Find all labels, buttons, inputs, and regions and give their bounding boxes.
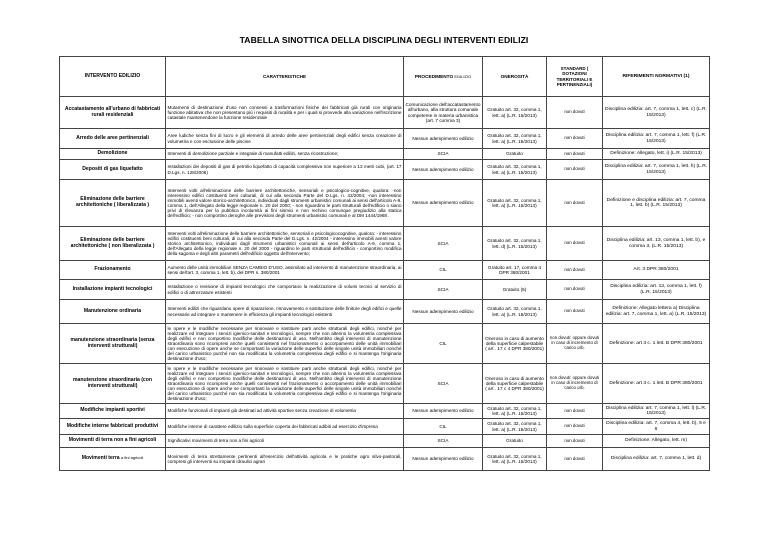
cell-riferimenti	[603, 149, 710, 160]
table-row	[60, 404, 710, 419]
table-row	[60, 149, 710, 160]
cell-riferimenti-text: Art. 3 DPR 380/2001	[633, 267, 679, 273]
cell-caratteristiche	[166, 324, 404, 364]
cell-onerosita-text: Gratuito art. 32, comma 1, lett. a) (L.R. 15/2013)	[487, 306, 542, 317]
cell-procedimento	[404, 324, 483, 364]
cell-onerosita	[483, 280, 547, 300]
cell-onerosita	[483, 404, 547, 419]
cell-standard-text: non dovuti	[564, 135, 585, 141]
cell-onerosita	[483, 227, 547, 261]
cell-intervento	[60, 419, 166, 435]
cell-standard	[547, 227, 603, 261]
cell-riferimenti-text: Disciplina edilizia: art. 13, comma 1, lett. f) (L.R. 15/2013)	[610, 284, 702, 295]
cell-procedimento	[404, 364, 483, 404]
table-row	[60, 97, 710, 129]
cell-riferimenti-text: Definizione: Allegato, lett. i) (L.R. 15/2013)	[610, 151, 702, 157]
cell-riferimenti-text: Disciplina edilizia: art. 7, comma 1, lett. f) (L.R. 15/2013)	[605, 133, 707, 144]
cell-riferimenti-text: Definizione: Allegato lettera a) Disciplina edilizia: art. 7, comma 1, lett. a) (L.R. 15/2013)	[605, 306, 707, 317]
cell-caratteristiche	[166, 97, 404, 129]
cell-procedimento	[404, 149, 483, 160]
header-onerosita: ONEROSITÀ	[483, 57, 547, 97]
cell-intervento	[60, 261, 166, 280]
cell-riferimenti-text: Disciplina edilizia: art. 7, comma 1, lett. c) (L.R. 15/2013)	[605, 107, 707, 118]
header-procedimento-suffix: EDILIZIO	[454, 73, 472, 79]
cell-procedimento	[404, 261, 483, 280]
cell-procedimento-text: Nessun adempimento edilizio	[412, 135, 474, 141]
cell-intervento-text: Eliminazione delle barriere architettoniche ( non liberalizzata )	[70, 236, 155, 249]
cell-caratteristiche-text: le opere e le modifiche necessarie per rinnovare e sostituire parti anche strutturali degli edifici, nonché per realizzare ed integrare i servizi igienico-sanitari e tecnologici, sempre che non alterino la volumetria complessiva degli edifici e non comportino modifiche delle destinazioni di uso. Nell'ambito degli interventi di manutenzione straordinaria sono ricompresi anche quelli consistenti nel frazionamento o accorpamento delle unità immobiliari con esecuzione di opere anche se comportanti la variazione delle superfici delle singole unità immobiliari nonché del carico urbanistico purché non sia modificata la volumetria complessiva degli edifici e si mantenga l'originaria destinazione d'uso;	[167, 325, 402, 362]
cell-procedimento-text: CIL	[439, 267, 447, 273]
cell-riferimenti	[603, 261, 710, 280]
cell-intervento-text: Demolizione	[97, 150, 128, 157]
cell-intervento-text: Modifiche impianti sportivi	[80, 407, 145, 414]
header-procedimento-label: PROCEDIMENTO	[414, 73, 454, 79]
cell-procedimento	[404, 97, 483, 129]
cell-intervento	[60, 129, 166, 149]
cell-caratteristiche-text: Installazione o revisione di impianti tecnologici che comportano la realizzazione di volumi tecnici al servizio di edifici o di attrezzature esistenti	[167, 284, 402, 295]
cell-intervento-text: manutenzione straordinaria (con interventi strutturali)	[73, 376, 152, 389]
header-procedimento	[404, 57, 483, 97]
table-row	[60, 448, 710, 471]
cell-caratteristiche	[166, 300, 404, 324]
cell-onerosita	[483, 149, 547, 160]
cell-procedimento-text: Nessun adempimento edilizio	[412, 308, 474, 314]
cell-procedimento-text: CIL	[439, 423, 447, 429]
table-row	[60, 435, 710, 448]
page-title: TABELLA SINOTTICA DELLA DISCIPLINA DEGLI INTERVENTI EDILIZI	[239, 35, 529, 45]
cell-intervento-text: manutenzione straordinaria (senza interventi strutturali)	[70, 336, 155, 349]
cell-standard-text: non dovuti	[564, 286, 585, 292]
cell-caratteristiche	[166, 404, 404, 419]
cell-onerosita	[483, 261, 547, 280]
cell-onerosita-text: Gratuito (5)	[502, 286, 527, 292]
header-row	[60, 57, 710, 97]
header-caratteristiche: CARATTERISTICHE	[166, 57, 404, 97]
cell-standard-text: non dovuti	[564, 308, 585, 314]
cell-riferimenti	[603, 364, 710, 404]
cell-onerosita-text: Gratuito	[506, 151, 523, 157]
cell-standard	[547, 149, 603, 160]
cell-riferimenti-text: Disciplina edilizia: art. 7, comma 1, lett. l) (L.R. 15/2013)	[605, 405, 707, 416]
cell-caratteristiche	[166, 160, 404, 180]
cell-standard-text: non dovuti	[564, 437, 585, 443]
cell-onerosita	[483, 160, 547, 180]
cell-intervento-text: Accatastamento all'urbano di fabbricati rurali residenziali	[64, 105, 161, 118]
cell-riferimenti	[603, 280, 710, 300]
cell-caratteristiche	[166, 227, 404, 261]
cell-standard	[547, 129, 603, 149]
cell-riferimenti	[603, 448, 710, 471]
cell-standard	[547, 404, 603, 419]
cell-intervento-suffix: a fini agricoli	[121, 455, 144, 461]
cell-procedimento	[404, 448, 483, 471]
cell-onerosita	[483, 129, 547, 149]
cell-onerosita	[483, 300, 547, 324]
cell-intervento-text: Installazione impianti tecnologici	[72, 285, 153, 292]
table-row	[60, 324, 710, 364]
cell-procedimento-text: Nessun adempimento edilizio	[412, 456, 474, 462]
cell-caratteristiche-text: Mutamenti di destinazione d'uso non connessi a trasformazioni fisiche dei fabbricati già rurali con originaria funzione abitativa che non presentano più i requisiti di ruralità e per i quali si provvede alla variazione nell'iscrizione catastale mantenendone la funzione residenziale	[167, 104, 402, 121]
cell-intervento	[60, 149, 166, 160]
cell-caratteristiche-text: Movimenti di terra strettamente pertinenti all'esercizio dell'attività agricola e le pratiche agro silvo-pastorali, compresi gli interventi su impianti idraulici agrari	[167, 453, 402, 464]
table-row	[60, 129, 710, 149]
cell-onerosita-text: Gratuito art. 32, comma 1, lett. d) (L.R. 15/2013)	[487, 238, 542, 249]
cell-standard	[547, 261, 603, 280]
cell-standard	[547, 97, 603, 129]
cell-standard-text: non dovuti	[564, 407, 585, 413]
cell-riferimenti	[603, 129, 710, 149]
cell-riferimenti-text: Definizione: art 3 c. 1 lett. B DPR 380/2001	[609, 380, 703, 386]
cell-onerosita	[483, 435, 547, 448]
cell-standard-text: non dovuti	[564, 455, 585, 461]
cell-standard-text: non dovuti	[564, 240, 585, 246]
cell-standard-text: non dovuti	[564, 150, 585, 156]
cell-caratteristiche-text: le opere e le modifiche necessarie per rinnovare e sostituire parti anche strutturali degli edifici, nonché per realizzare ed integrare i servizi igienico-sanitari e tecnologici, sempre che non alterino la volumetria complessiva degli edifici e non comportino modifiche delle destinazioni di uso. Nell'ambito degli interventi di manutenzione straordinaria sono ricompresi anche quelli consistenti nel frazionamento o accorpamento delle unità immobiliari con esecuzione di opere anche se comportanti la variazione delle superfici delle singole unità immobiliari nonché del carico urbanistico purché non sia modificata la volumetria complessiva degli edifici e si mantenga l'originaria destinazione d'uso;	[167, 365, 402, 402]
cell-onerosita-text: Gratuito art. 32, comma 1, lett. a) (L.R. 15/2013)	[487, 453, 542, 464]
cell-standard	[547, 300, 603, 324]
cell-riferimenti-text: Disciplina edilizia: art. 7, comma 1, lett. d)	[610, 456, 702, 462]
cell-procedimento	[404, 160, 483, 180]
cell-procedimento-text: SCIA	[437, 438, 449, 444]
cell-intervento-text: Movimenti di terra non a fini agricoli	[68, 437, 157, 444]
cell-procedimento	[404, 129, 483, 149]
cell-intervento	[60, 280, 166, 300]
table-row	[60, 419, 710, 435]
cell-intervento	[60, 300, 166, 324]
cell-procedimento	[404, 180, 483, 227]
cell-standard	[547, 280, 603, 300]
cell-caratteristiche	[166, 419, 404, 435]
cell-caratteristiche-text: Interventi di demolizione parziale e integrale di manufatti edilizi, senza ricostruzione;	[167, 151, 339, 157]
cell-procedimento-text: Nessun adempimento edilizio	[412, 166, 474, 172]
cell-onerosita-text: Gratuito art. 32, comma 1, lett. a) (L.R. 15/2013)	[487, 164, 542, 175]
cell-intervento-text: Eliminazione delle barriere architettoniche ( liberalizzata )	[75, 196, 150, 208]
table-row	[60, 227, 710, 261]
cell-intervento	[60, 364, 166, 404]
header-riferimenti: RIFERIMENTI NORMATIVI (1)	[603, 57, 710, 97]
cell-procedimento-text: Nessun adempimento edilizio	[412, 408, 474, 414]
cell-standard	[547, 419, 603, 435]
cell-intervento	[60, 435, 166, 448]
cell-riferimenti-text: Disciplina edilizia: art. 7, comma 1, lett. h) (L.R. 15/2013)	[604, 164, 708, 175]
cell-standard	[547, 180, 603, 227]
cell-riferimenti-text: Definizione e disciplina edilizia: art. 7, comma 1, lett. b) (L.R. 15/2013)	[606, 197, 706, 208]
cell-intervento-text: Arredo delle aree pertinenziali	[76, 134, 149, 141]
cell-riferimenti	[603, 97, 710, 129]
cell-procedimento-text: SCIA	[437, 240, 449, 246]
cell-onerosita-text: Gratuito art. 32, comma 1, lett. a) (L.R. 15/2013)	[487, 197, 542, 208]
cell-standard	[547, 448, 603, 471]
cell-caratteristiche	[166, 448, 404, 471]
cell-standard-text: non dovuti	[564, 423, 585, 429]
cell-procedimento	[404, 280, 483, 300]
cell-caratteristiche	[166, 280, 404, 300]
cell-onerosita-text: Oneroso in caso di aumento della superficie calpestabile ( art . 17 c 4 DPR 380/2001)	[485, 335, 544, 352]
cell-standard	[547, 364, 603, 404]
cell-onerosita	[483, 419, 547, 435]
cell-procedimento-text: SCIA	[437, 380, 449, 386]
cell-onerosita-text: Gratuito art. 32, comma 1, lett. a) (L.R. 15/2013)	[487, 405, 542, 416]
cell-intervento	[60, 324, 166, 364]
cell-caratteristiche-text: Interventi volti all'eliminazione delle barriere architettoniche, sensoriali e psicologicocognitive, qualora: - interessino edifici costituenti beni culturali, di cui alla seconda Parte del D.Lgs. n. 42/2004 - interessino immobili aventi valore storico architettonico, individuati dagli strumenti urbanistici comunali ai sensi dell'articolo A-9, comma 1, dell'Allegato della legge regionale n. 20 del 2000 - riguardino le parti strutturali dell'edificio - comportino modifica della sagoma e degli altri parametri dell'edificio oggetto dell'intervento;	[167, 230, 402, 257]
cell-riferimenti	[603, 419, 710, 435]
cell-procedimento-text: CIL	[439, 340, 447, 346]
cell-caratteristiche-text: Aumento delle unità immobiliari SENZA CAMBIO D'USO, assimilato ad intervento di manutenzione straordinaria, ai sensi dell'art. 3, comma 1, lett. b), del DPR n. 380/2001	[167, 264, 402, 275]
cell-riferimenti-text: Disciplina edilizia: art. 13, comma 1, lett. b), e comma 3, (L.R. 15/2013)	[606, 238, 706, 249]
table-row	[60, 261, 710, 280]
cell-riferimenti-text: Definizione: art 3 c. 1 lett. B DPR 380/2001	[609, 340, 703, 346]
cell-caratteristiche	[166, 364, 404, 404]
cell-riferimenti	[603, 227, 710, 261]
cell-procedimento	[404, 435, 483, 448]
synoptic-table	[59, 56, 710, 471]
cell-standard	[547, 435, 603, 448]
cell-riferimenti	[603, 324, 710, 364]
cell-intervento	[60, 160, 166, 180]
cell-onerosita	[483, 324, 547, 364]
cell-standard-text: non dovuti: oppure dovuti in caso di incremento di carico urb.	[549, 335, 600, 350]
cell-caratteristiche-text: Interventi volti all'eliminazione delle barriere architettoniche, sensoriali e psicologico-cognitive, qualora: -non interessino edifici costituenti beni culturali, di cui alla seconda Parte del D.Lgs. n. 42/2004; -non interessino immobili aventi valore storico-architettonico, individuati dagli strumenti urbanistici comunali ai sensi dell'articolo A-9, comma 1, dell'Allegato della legge regionale n. 20 del 2000; - non riguardino le parti strutturali dell'edificio o siano privi di rilevanza per la pubblica incolumità ai fini sismici e non rechino comunque pregiudizio alla statica dell'edificio; - non comportino deroghe alle previsioni degli strumenti urbanistici comunali e al DM 1444/1968 .	[167, 187, 402, 219]
cell-caratteristiche	[166, 435, 404, 448]
cell-intervento	[60, 404, 166, 419]
cell-caratteristiche-text: Modifiche funzionali di impianti già destinati ad attività sportive senza creazione di volumetria	[167, 408, 356, 414]
cell-intervento-text: Modifiche interne fabbricati produttivi	[66, 422, 159, 429]
cell-onerosita-text: Gratuito art. 32, comma 1, lett. a) (L.R. 15/2013)	[487, 421, 542, 432]
table-row	[60, 160, 710, 180]
cell-riferimenti	[603, 300, 710, 324]
cell-standard-text: non dovuti	[564, 166, 585, 172]
cell-riferimenti	[603, 435, 710, 448]
cell-procedimento-text: Comunicazione dell'accatastamento all'urbano, alla struttura comunale competente in materia urbanistica (art. 7 comma 3)	[405, 101, 481, 123]
cell-onerosita-text: Gratuito art. 32, comma 1, lett. a) (L.R. 15/2013)	[487, 107, 542, 118]
cell-caratteristiche-text: Aree ludiche senza fini di lucro e gli elementi di arredo delle aree pertinenziali degli edifici senza creazione di volumetria e con esclusione delle piscine	[167, 133, 402, 144]
cell-intervento-text: Frazionamento	[94, 266, 131, 273]
table-row	[60, 300, 710, 324]
cell-onerosita-text: Gratuito art. 32, comma 1, lett. a) (L.R. 15/2013)	[487, 133, 542, 144]
cell-onerosita-text: Gratuito art. 17, comma 4 DPR 380/2001	[487, 264, 542, 275]
table-row	[60, 364, 710, 404]
cell-intervento-text: Depositi di gas liquefatto	[82, 165, 143, 172]
cell-caratteristiche-text: Modifiche interne di carattere edilizio sulla superficie coperta dei fabbricati adibiti ad esercizio d'impresa	[167, 423, 378, 429]
cell-procedimento-text: Nessun adempimento edilizio	[412, 200, 474, 206]
cell-procedimento	[404, 227, 483, 261]
cell-procedimento-text: SCIA	[437, 151, 449, 157]
cell-caratteristiche	[166, 261, 404, 280]
cell-procedimento	[404, 404, 483, 419]
cell-standard-text: non dovuti	[564, 266, 585, 272]
cell-intervento-text: Manutenzione ordinaria	[83, 307, 142, 314]
cell-onerosita-text: Oneroso in caso di aumento della superficie calpestabile ( art . 17 c 4 DPR 380/2001)	[485, 375, 544, 392]
cell-riferimenti-text: Definizione: Allegato, lett. m)	[625, 438, 687, 444]
table-row	[60, 280, 710, 300]
cell-intervento	[60, 227, 166, 261]
cell-onerosita-text: Gratuito	[506, 438, 523, 444]
cell-riferimenti	[603, 180, 710, 227]
cell-onerosita	[483, 364, 547, 404]
cell-intervento	[60, 448, 166, 471]
cell-intervento	[60, 97, 166, 129]
cell-riferimenti	[603, 160, 710, 180]
cell-caratteristiche-text: Significativi movimenti di terra non a fini agricoli	[167, 438, 265, 444]
header-intervento: INTERVENTO EDILIZIO	[60, 57, 166, 97]
cell-caratteristiche-text: Interventi edilizi che riguardano opere di riparazione, rinnovamento e sostituzione delle finiture degli edifici e quelle necessarie ad integrare o mantenere in efficienza gli impianti tecnologici esistenti	[167, 306, 402, 317]
cell-intervento	[60, 180, 166, 227]
cell-riferimenti	[603, 404, 710, 419]
cell-procedimento	[404, 419, 483, 435]
cell-procedimento	[404, 300, 483, 324]
cell-onerosita	[483, 448, 547, 471]
cell-caratteristiche	[166, 180, 404, 227]
cell-caratteristiche	[166, 129, 404, 149]
cell-onerosita	[483, 97, 547, 129]
cell-standard	[547, 324, 603, 364]
cell-standard-text: non dovuti: oppure dovuti in caso di incremento di carico urb.	[549, 375, 600, 390]
cell-caratteristiche	[166, 149, 404, 160]
cell-standard-text: non dovuti	[564, 109, 585, 115]
cell-standard	[547, 160, 603, 180]
cell-procedimento-text: SCIA	[437, 286, 449, 292]
table-row	[60, 180, 710, 227]
header-standard: STANDARD ( DOTAZIONI TERRITORIALI E PERTINENZIALI)	[547, 57, 603, 97]
cell-riferimenti-text: Disciplina edilizia: art. 7, comma 4, lett. b), 5 e 6	[606, 421, 706, 432]
cell-onerosita	[483, 180, 547, 227]
cell-intervento-text: Movimenti terra	[81, 455, 120, 462]
cell-standard-text: non dovuti	[564, 199, 585, 205]
cell-caratteristiche-text: Installazioni dei depositi di gas di petrolio liquefatto di capacità complessiva non superiore a 13 metri cubi, (art. 17 D.Lgs. n. 128/2006)	[167, 164, 402, 175]
